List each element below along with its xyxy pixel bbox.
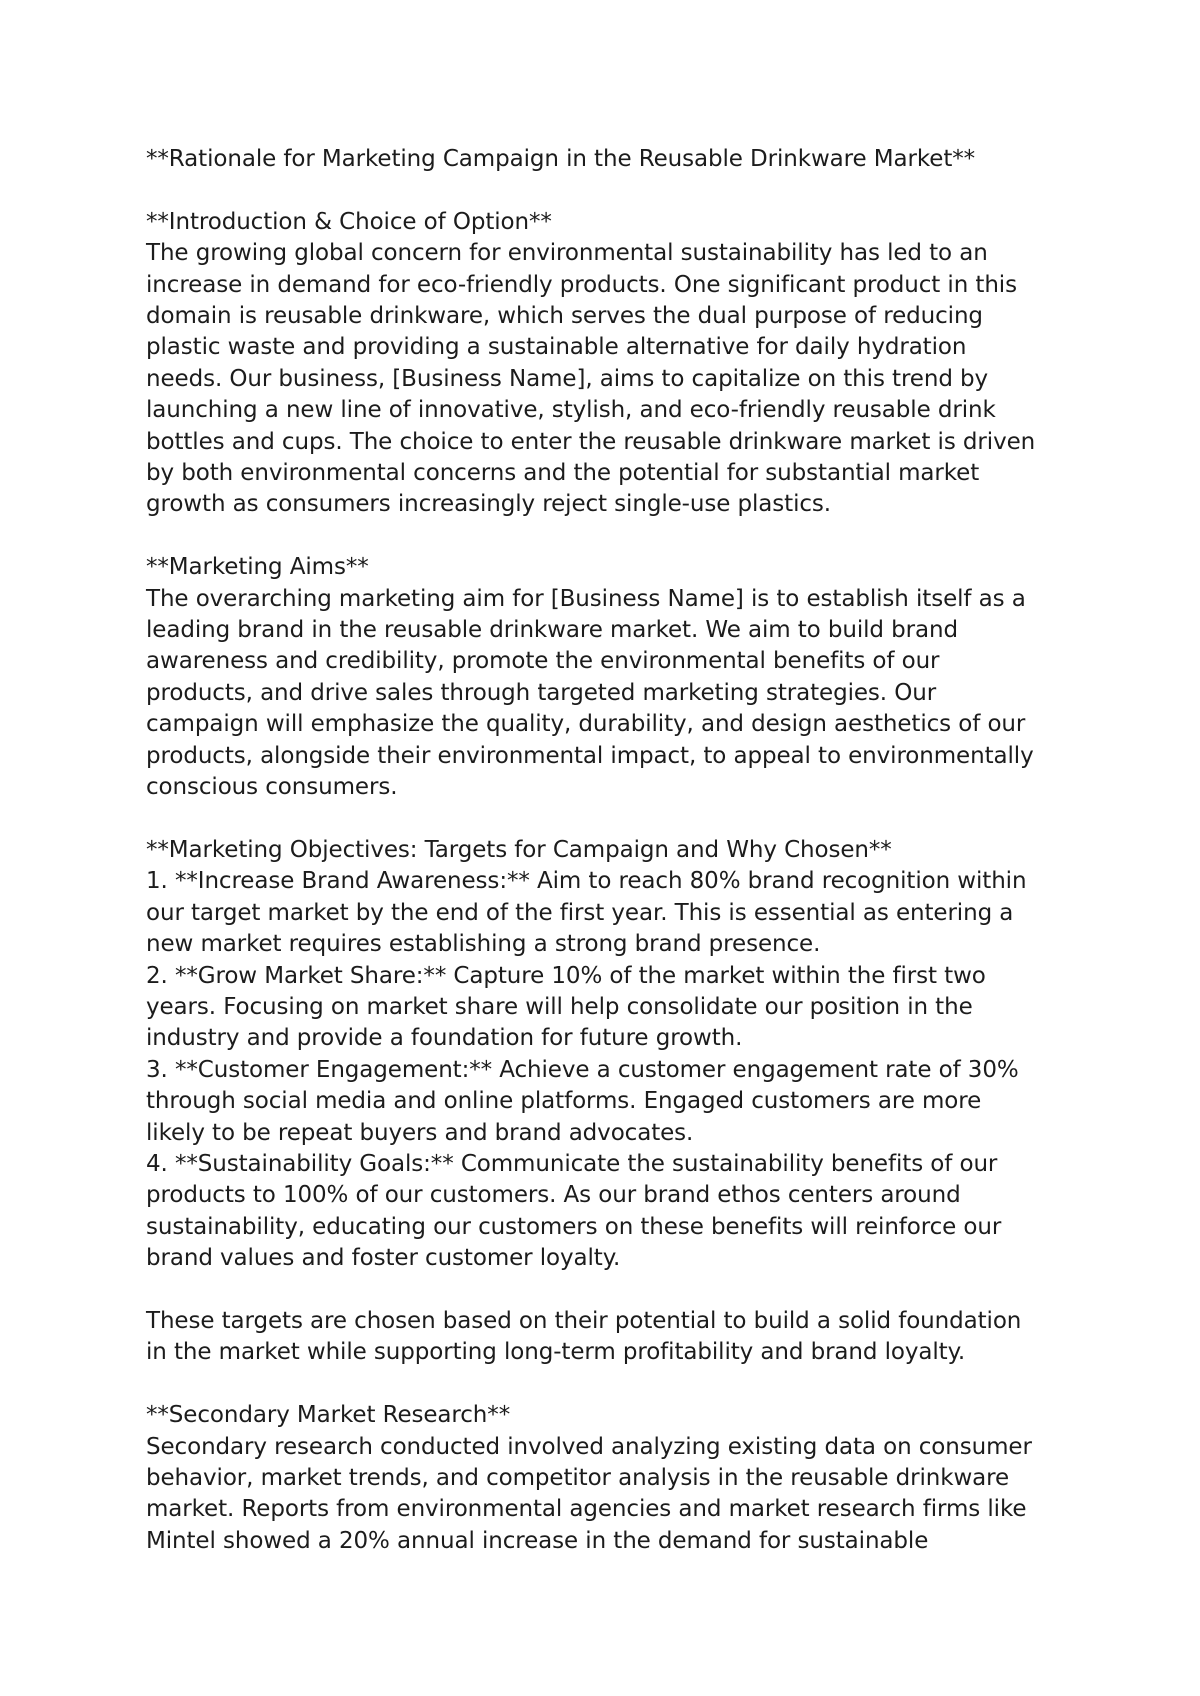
objective-item: 4. **Sustainability Goals:** Communicate the sustainability benefits of our products to 100% of our customers. As our brand ethos centers around sustainability, educating our customers on these benefits will reinforce our brand values and foster customer loyalty. <box>146 1150 1002 1272</box>
research-paragraph: Secondary research conducted involved analyzing existing data on consumer behavior, market trends, and competitor analysis in the reusable drinkware market. Reports from environmental agencies and market research firms like Mintel showed a 20% annual increase in the demand for sustainable <box>146 1433 1032 1554</box>
objective-item: 1. **Increase Brand Awareness:** Aim to reach 80% brand recognition within our target market by the end of the first year. This is essential as entering a new market requires establishing a strong brand presence. <box>146 868 1027 958</box>
objective-item: 2. **Grow Market Share:** Capture 10% of the market within the first two years. Focusing on market share will help consolidate our position in the industry and provide a foundation for future growth. <box>146 962 986 1052</box>
paragraph-gap <box>146 1369 1076 1400</box>
paragraph-gap <box>146 175 1076 206</box>
objectives-heading: **Marketing Objectives: Targets for Campaign and Why Chosen** <box>146 836 892 863</box>
document-body <box>146 144 1076 1557</box>
paragraph-gap <box>146 521 1076 552</box>
objective-item: 3. **Customer Engagement:** Achieve a customer engagement rate of 30% through social media and online platforms. Engaged customers are more likely to be repeat buyers and brand advocates. <box>146 1056 1019 1146</box>
aims-paragraph: The overarching marketing aim for [Business Name] is to establish itself as a leading brand in the reusable drinkware market. We aim to build brand awareness and credibility, promote the environmental benefits of our products, and drive sales through targeted marketing strategies. Our campaign will emphasize the quality, durability, and design aesthetics of our products, alongside their environmental impact, to appeal to environmentally conscious consumers. <box>146 585 1034 801</box>
paragraph-gap <box>146 1275 1076 1306</box>
research-heading: **Secondary Market Research** <box>146 1402 511 1429</box>
objectives-summary: These targets are chosen based on their potential to build a solid foundation in the market while supporting long-term profitability and brand loyalty. <box>146 1307 1022 1366</box>
paragraph-gap <box>146 804 1076 835</box>
document-title: **Rationale for Marketing Campaign in the Reusable Drinkware Market** <box>146 146 976 172</box>
aims-heading: **Marketing Aims** <box>146 554 369 581</box>
intro-heading: **Introduction & Choice of Option** <box>146 208 552 235</box>
intro-paragraph: The growing global concern for environmental sustainability has led to an increase in demand for eco-friendly products. One significant product in this domain is reusable drinkware, which serves the dual purpose of reducing plastic waste and providing a sustainable alternative for daily hydration needs. Our business, [Business Name], aims to capitalize on this trend by launching a new line of innovative, stylish, and eco-friendly reusable drink bottles and cups. The choice to enter the reusable drinkware market is driven by both environmental concerns and the potential for substantial market growth as consumers increasingly reject single-use plastics. <box>146 240 1036 518</box>
